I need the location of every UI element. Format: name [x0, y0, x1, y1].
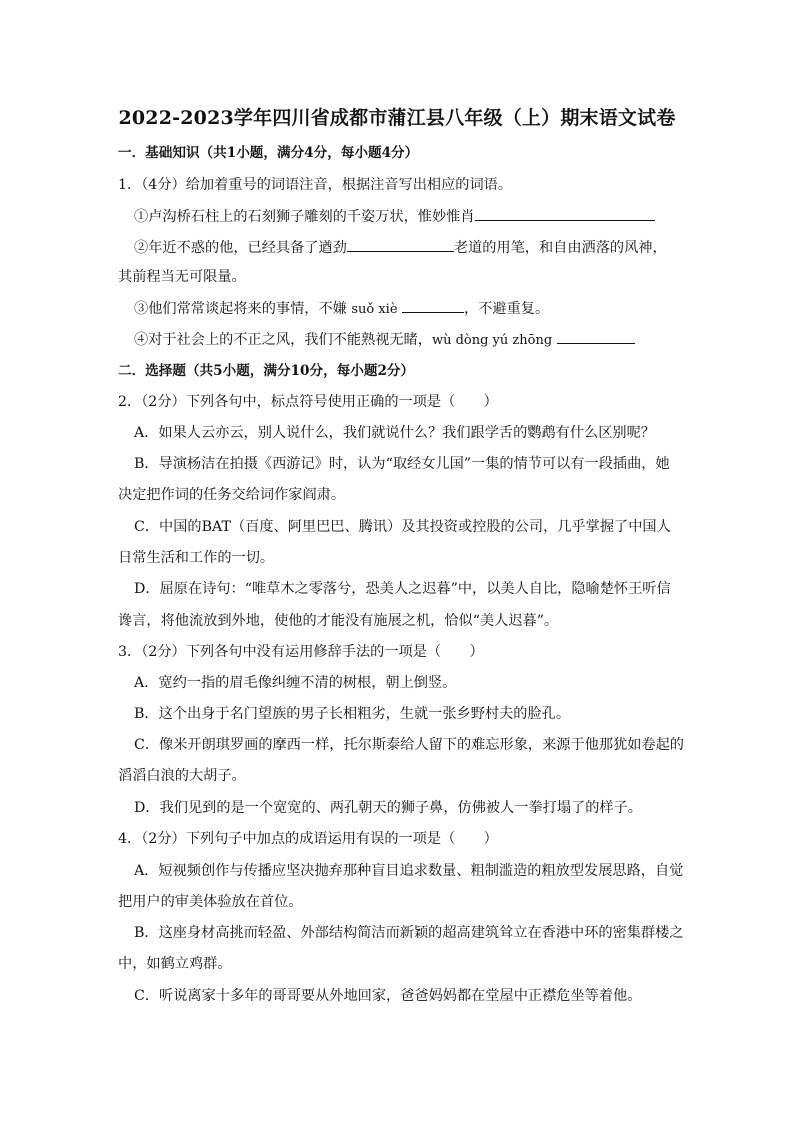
answer-blank-2[interactable]: [347, 237, 454, 252]
q1-item-2-text-a: ②年近不惑的他，已经具备了遒劲: [134, 240, 347, 256]
section-heading-1: 一．基础知识（共1小题，满分4分，每小题4分）: [118, 145, 419, 161]
q1-item-4-pinyin: wù dòng yú zhōng: [431, 333, 553, 348]
question-1-stem: 1．（4分）给加着重号的词语注音，根据注音写出相应的词语。: [118, 177, 513, 193]
question-1-item-2-cont: 其前程当无可限量。: [118, 269, 246, 285]
answer-blank-1[interactable]: [475, 206, 655, 221]
q1-item-3-text-b: ，不避重复。: [464, 301, 550, 317]
q4-option-b-cont: 中，如鹤立鸡群。: [118, 956, 232, 972]
q2-option-b-cont: 决定把作词的任务交给词作家阎肃。: [118, 487, 346, 503]
q2-option-b: B．导演杨洁在拍摄《西游记》时，认为“取经女儿国”一集的情节可以有一段插曲，她: [134, 456, 670, 472]
q3-option-d: D．我们见到的是一个宽宽的、两孔朝天的狮子鼻，仿佛被人一拳打塌了的样子。: [134, 800, 642, 816]
q3-option-c-cont: 滔滔白浪的大胡子。: [118, 768, 246, 784]
q4-option-b: B．这座身材高挑而轻盈、外部结构简洁而新颖的超高建筑耸立在香港中环的密集群楼之: [134, 925, 684, 941]
q3-option-a: A．宽约一指的眉毛像纠缠不清的树根，朝上倒竖。: [134, 675, 457, 691]
q4-option-a: A．短视频创作与传播应坚决抛弃那种盲目追求数量、粗制滥造的粗放型发展思路，自觉: [134, 863, 684, 879]
q1-item-4-text: ④对于社会上的不正之风，我们不能熟视无睹，: [134, 332, 432, 348]
q2-option-d: D．屈原在诗句：“唯草木之零落兮，恐美人之迟暮”中，以美人自比，隐喻楚怀王听信: [134, 581, 671, 597]
q2-option-d-cont: 谗言，将他流放到外地，使他的才能没有施展之机，恰似“美人迟暮”。: [118, 613, 559, 629]
q1-item-3-pinyin: suǒ xiè: [351, 302, 398, 317]
q2-option-c-cont: 日常生活和工作的一切。: [118, 550, 275, 566]
answer-blank-4[interactable]: [557, 329, 635, 344]
question-1-item-2: [134, 237, 667, 258]
q1-item-1-text: ①卢沟桥石柱上的石刻狮子雕刻的千姿万状，惟妙惟肖: [134, 209, 475, 225]
question-1-item-1: [134, 206, 655, 227]
section-heading-2: 二．选择题（共5小题，满分10分，每小题2分）: [118, 363, 415, 379]
q3-option-c: C．像米开朗琪罗画的摩西一样，托尔斯泰给人留下的难忘形象，来源于他那犹如卷起的: [134, 737, 684, 753]
q4-option-a-cont: 把用户的审美体验放在首位。: [118, 894, 303, 910]
question-1-item-4: [134, 329, 635, 351]
q4-option-c: C．听说离家十多年的哥哥要从外地回家，爸爸妈妈都在堂屋中正襟危坐等着他。: [134, 988, 642, 1004]
q3-option-b: B．这个出身于名门望族的男子长相粗劣，生就一张乡野村夫的脸孔。: [134, 706, 571, 722]
q2-option-a: A．如果人云亦云，别人说什么，我们就说什么？我们跟学舌的鹦鹉有什么区别呢？: [134, 425, 655, 441]
page-title: 2022-2023学年四川省成都市蒲江县八年级（上）期末语文试卷: [118, 107, 676, 129]
q1-item-2-text-b: 老道的用笔，和自由洒落的风神，: [453, 240, 667, 256]
question-4-stem: 4．（2分）下列句子中加点的成语运用有误的一项是（ ）: [118, 831, 498, 847]
answer-blank-3[interactable]: [402, 298, 464, 313]
question-2-stem: 2．（2分）下列各句中，标点符号使用正确的一项是（ ）: [118, 394, 498, 410]
question-3-stem: 3．（2分）下列各句中没有运用修辞手法的一项是（ ）: [118, 644, 484, 660]
question-1-item-3: [134, 298, 549, 320]
q1-item-3-text-a: ③他们常常谈起将来的事情，不嫌: [134, 301, 347, 317]
q2-option-c: C．中国的BAT（百度、阿里巴巴、腾讯）及其投资或控股的公司，几乎掌握了中国人: [134, 519, 671, 535]
